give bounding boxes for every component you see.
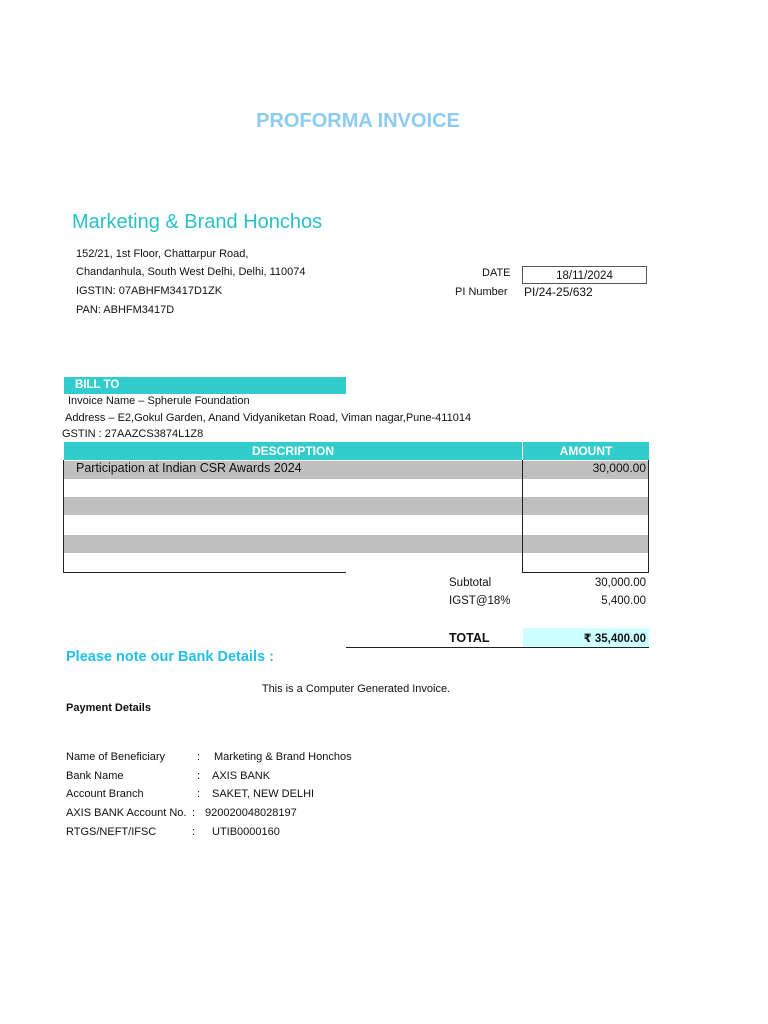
- account-branch-label: Account Branch: [66, 788, 144, 800]
- table-row: [64, 535, 649, 553]
- table-row: [64, 497, 649, 515]
- bank-details-note: Please note our Bank Details :: [66, 649, 274, 665]
- beneficiary-label: Name of Beneficiary: [66, 751, 166, 763]
- pi-number-value: PI/24-25/632: [524, 285, 593, 299]
- account-branch-colon: :: [197, 788, 201, 800]
- table-row: [64, 479, 649, 497]
- bill-to-address: Address – E2,Gokul Garden, Anand Vidyaniketan Road, Viman nagar,Pune-411014: [65, 412, 472, 424]
- company-name: Marketing & Brand Honchos: [72, 211, 323, 233]
- table-border-right: [648, 460, 649, 573]
- company-address-line1: 152/21, 1st Floor, Chattarpur Road,: [76, 248, 249, 260]
- description-header: DESCRIPTION: [64, 442, 522, 460]
- amount-header: AMOUNT: [523, 442, 649, 460]
- account-number-colon: :: [192, 807, 196, 819]
- payment-details-title: Payment Details: [66, 702, 151, 714]
- account-number-value: 920020048028197: [205, 807, 297, 819]
- total-label: TOTAL: [449, 631, 490, 645]
- bank-name-value: AXIS BANK: [212, 770, 271, 782]
- table-border-left: [63, 460, 64, 573]
- bill-to-name: Invoice Name – Spherule Foundation: [68, 395, 250, 407]
- company-igstin: IGSTIN: 07ABHFM3417D1ZK: [76, 285, 223, 297]
- igst-label: IGST@18%: [449, 595, 511, 607]
- bill-to-header: BILL TO: [64, 377, 346, 394]
- beneficiary-value: Marketing & Brand Honchos: [214, 751, 352, 763]
- date-label: DATE: [482, 267, 511, 279]
- table-row: [64, 554, 649, 572]
- ifsc-value: UTIB0000160: [212, 826, 280, 838]
- table-border-bottom-left: [63, 572, 346, 573]
- total-value: ₹ 35,400.00: [583, 633, 646, 645]
- account-number-label: AXIS BANK Account No.: [66, 807, 187, 819]
- igst-value: 5,400.00: [601, 595, 646, 607]
- subtotal-value: 30,000.00: [594, 577, 646, 589]
- subtotal-label: Subtotal: [449, 577, 492, 589]
- bank-name-label: Bank Name: [66, 770, 124, 782]
- table-row: [64, 516, 649, 534]
- company-pan: PAN: ABHFM3417D: [76, 304, 175, 316]
- total-underline: [346, 647, 649, 648]
- account-branch-value: SAKET, NEW DELHI: [212, 788, 315, 800]
- item-amount: 30,000.00: [592, 461, 646, 475]
- date-value: 18/11/2024: [522, 266, 647, 284]
- table-border-bottom-right: [522, 572, 649, 573]
- item-description: Participation at Indian CSR Awards 2024: [76, 461, 302, 475]
- ifsc-colon: :: [192, 826, 196, 838]
- pi-number-label: PI Number: [455, 286, 508, 298]
- table-column-divider: [522, 460, 523, 573]
- company-address-line2: Chandanhula, South West Delhi, Delhi, 110074: [76, 266, 306, 278]
- beneficiary-colon: :: [197, 751, 201, 763]
- computer-generated-note: This is a Computer Generated Invoice.: [261, 683, 451, 695]
- document-title: PROFORMA INVOICE: [256, 110, 460, 132]
- bank-name-colon: :: [197, 770, 201, 782]
- bill-to-gstin: GSTIN : 27AAZCS3874L1Z8: [62, 428, 204, 440]
- ifsc-label: RTGS/NEFT/IFSC: [66, 826, 157, 838]
